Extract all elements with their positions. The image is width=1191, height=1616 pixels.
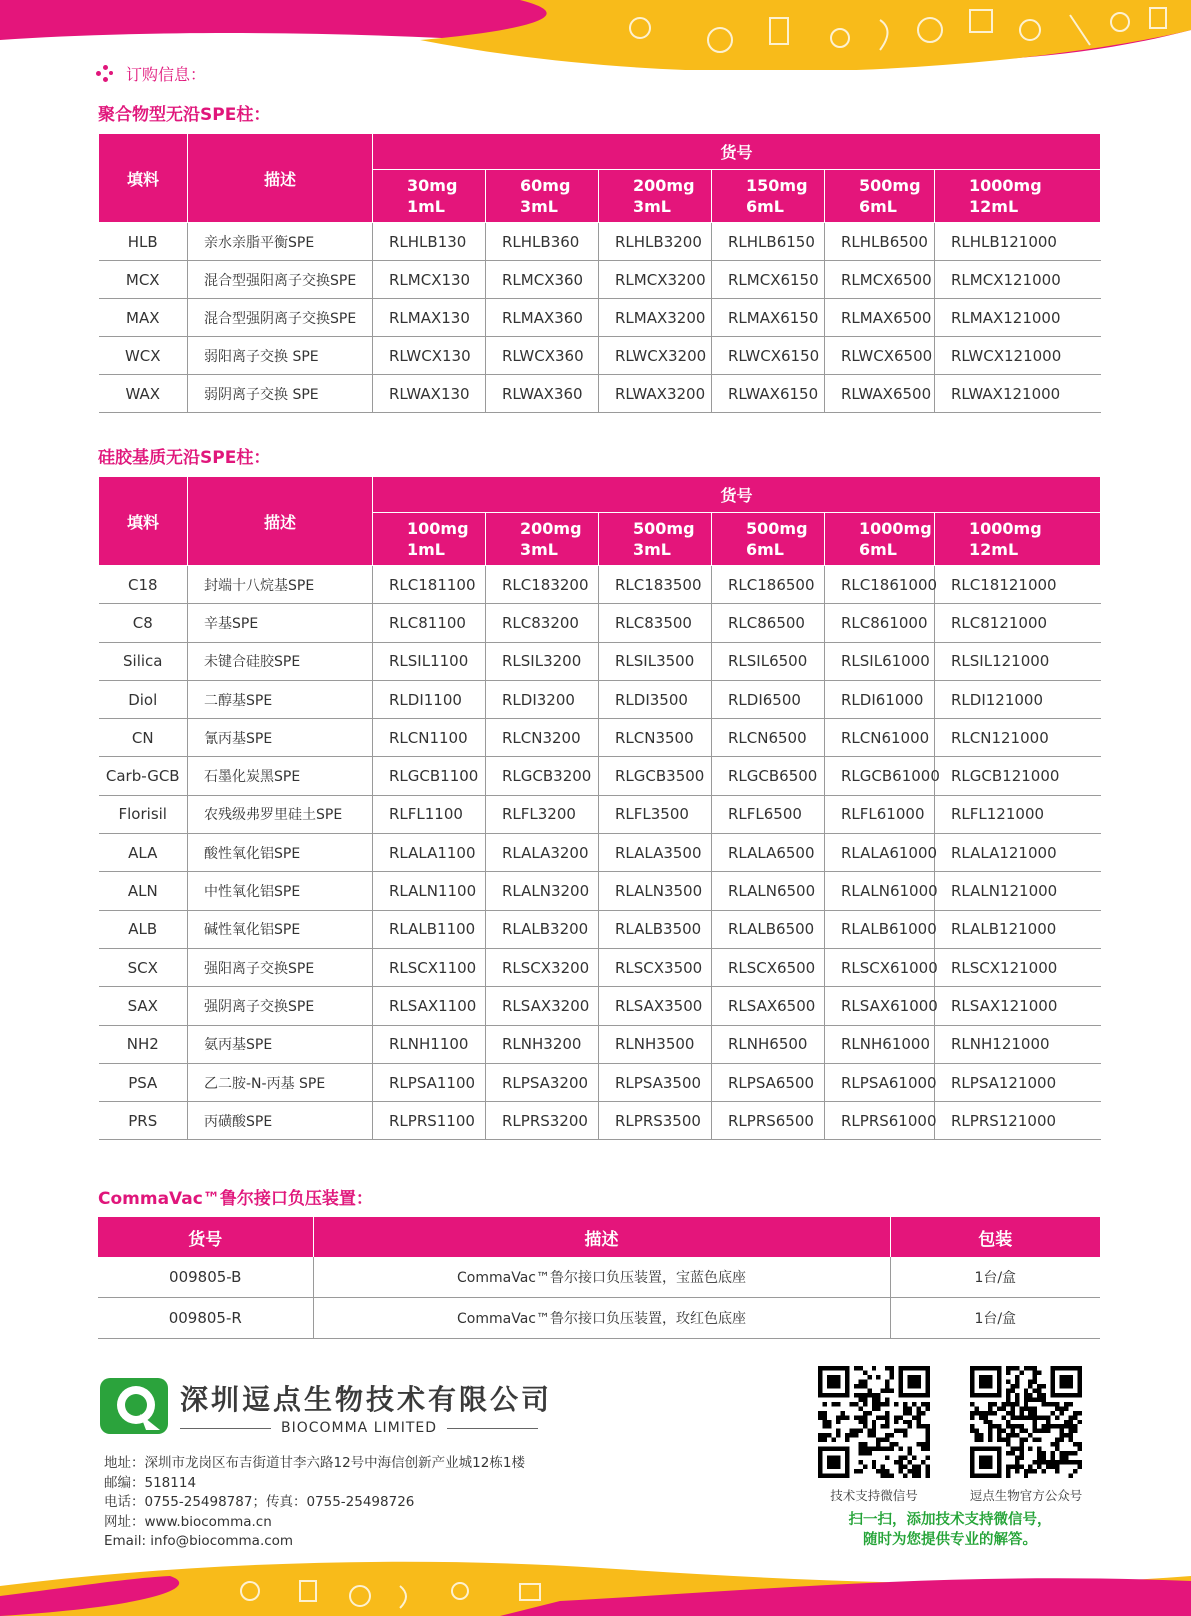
vac-pack: 1台/盒	[890, 1257, 1100, 1298]
official-account-qr-code	[970, 1366, 1082, 1478]
capacity-mass: 1000mg	[969, 519, 1042, 538]
catalog-code-cell: RLDI61000	[825, 680, 935, 718]
catalog-code-cell: RLSIL1100	[373, 642, 486, 680]
catalog-code-cell: RLMAX121000	[935, 299, 1101, 337]
table-row	[98, 1298, 1100, 1339]
filler-cell: Carb-GCB	[99, 757, 188, 795]
catalog-code-cell: RLMAX360	[486, 299, 599, 337]
capacity-header	[373, 513, 486, 566]
company-name-en-row	[180, 1420, 538, 1436]
catalog-code-cell: RLWCX3200	[599, 337, 712, 375]
catalog-code-cell: RLWAX6150	[712, 375, 825, 413]
scan-prompt-line-1: 扫一扫，添加技术支持微信号，	[848, 1512, 1052, 1528]
filler-cell: C8	[99, 604, 188, 642]
capacity-header	[935, 513, 1101, 566]
catalog-code-cell: RLPRS3500	[599, 1102, 712, 1140]
catalog-code-cell: RLSIL3200	[486, 642, 599, 680]
phone-fax-line: 电话：0755-25498787；传真：0755-25498726	[104, 1494, 415, 1510]
description-cell: 辛基SPE	[188, 604, 373, 642]
catalog-code-cell: RLPSA6500	[712, 1063, 825, 1101]
description-cell: 未键合硅胶SPE	[188, 642, 373, 680]
header-catalog-number: 货号	[373, 477, 1101, 513]
catalog-code-cell: RLMAX3200	[599, 299, 712, 337]
header-filler: 填料	[99, 477, 188, 566]
polymer-section-title: 聚合物型无沿SPE柱：	[98, 105, 271, 125]
catalog-code-cell: RLGCB3200	[486, 757, 599, 795]
catalog-code-cell: RLALA61000	[825, 834, 935, 872]
capacity-mass: 150mg	[746, 176, 808, 195]
filler-cell: ALB	[99, 910, 188, 948]
catalog-code-cell: RLSIL61000	[825, 642, 935, 680]
table-row	[98, 1257, 1100, 1298]
header-filler: 填料	[99, 134, 188, 223]
capacity-volume: 3mL	[520, 540, 558, 559]
table-row	[99, 795, 1101, 833]
catalog-code-cell: RLPSA3200	[486, 1063, 599, 1101]
catalog-code-cell: RLC1861000	[825, 566, 935, 604]
description-cell: 丙磺酸SPE	[188, 1102, 373, 1140]
catalog-code-cell: RLALB121000	[935, 910, 1101, 948]
catalog-code-cell: RLSIL121000	[935, 642, 1101, 680]
table-row	[99, 872, 1101, 910]
description-cell: 弱阴离子交换 SPE	[188, 375, 373, 413]
header-description: 描述	[188, 477, 373, 566]
catalog-code-cell: RLALN121000	[935, 872, 1101, 910]
capacity-mass: 100mg	[407, 519, 469, 538]
description-cell: 强阴离子交换SPE	[188, 987, 373, 1025]
catalog-code-cell: RLSIL3500	[599, 642, 712, 680]
capacity-volume: 3mL	[633, 197, 671, 216]
capacity-header	[825, 170, 935, 223]
catalog-code-cell: RLSCX3500	[599, 948, 712, 986]
catalog-code-cell: RLMCX360	[486, 261, 599, 299]
catalog-code-cell: RLSCX61000	[825, 948, 935, 986]
catalog-code-cell: RLNH121000	[935, 1025, 1101, 1063]
catalog-code-cell: RLWCX130	[373, 337, 486, 375]
table-row	[99, 757, 1101, 795]
catalog-code-cell: RLC8121000	[935, 604, 1101, 642]
catalog-code-cell: RLALA3200	[486, 834, 599, 872]
catalog-code-cell: RLWAX6500	[825, 375, 935, 413]
capacity-volume: 6mL	[859, 540, 897, 559]
catalog-code-cell: RLNH3200	[486, 1025, 599, 1063]
capacity-volume: 6mL	[859, 197, 897, 216]
filler-cell: WAX	[99, 375, 188, 413]
description-cell: 氨丙基SPE	[188, 1025, 373, 1063]
catalog-code-cell: RLPRS61000	[825, 1102, 935, 1140]
filler-cell: MCX	[99, 261, 188, 299]
catalog-code-cell: RLSCX6500	[712, 948, 825, 986]
table-row	[99, 680, 1101, 718]
catalog-code-cell: RLWCX121000	[935, 337, 1101, 375]
table-row	[99, 1063, 1101, 1101]
catalog-code-cell: RLALN61000	[825, 872, 935, 910]
table-row	[99, 948, 1101, 986]
catalog-code-cell: RLCN1100	[373, 719, 486, 757]
order-info-label: 订购信息：	[126, 65, 207, 84]
catalog-code-cell: RLWAX360	[486, 375, 599, 413]
catalog-code-cell: RLC186500	[712, 566, 825, 604]
filler-cell: SCX	[99, 948, 188, 986]
table-row	[99, 910, 1101, 948]
catalog-code-cell: RLC861000	[825, 604, 935, 642]
catalog-code-cell: RLWAX3200	[599, 375, 712, 413]
vac-code: 009805-R	[98, 1298, 313, 1339]
capacity-volume: 3mL	[520, 197, 558, 216]
filler-cell: MAX	[99, 299, 188, 337]
catalog-code-cell: RLWCX360	[486, 337, 599, 375]
bottom-decorative-banner	[0, 1556, 1191, 1616]
molecule-icon	[96, 65, 114, 83]
catalog-code-cell: RLWCX6500	[825, 337, 935, 375]
description-cell: 农残级弗罗里硅土SPE	[188, 795, 373, 833]
capacity-volume: 6mL	[746, 540, 784, 559]
capacity-header	[712, 513, 825, 566]
vac-device-table	[98, 1217, 1100, 1339]
filler-cell: CN	[99, 719, 188, 757]
catalog-code-cell: RLHLB6150	[712, 223, 825, 261]
catalog-code-cell: RLGCB6500	[712, 757, 825, 795]
vac-code: 009805-B	[98, 1257, 313, 1298]
table-row	[99, 375, 1101, 413]
catalog-code-cell: RLSCX1100	[373, 948, 486, 986]
catalog-code-cell: RLC181100	[373, 566, 486, 604]
official-account-qr-caption: 逗点生物官方公众号	[969, 1488, 1083, 1503]
capacity-header	[825, 513, 935, 566]
capacity-volume: 1mL	[407, 197, 445, 216]
vac-header-code: 货号	[98, 1217, 313, 1257]
capacity-volume: 6mL	[746, 197, 784, 216]
catalog-code-cell: RLCN61000	[825, 719, 935, 757]
email-line: Email: info@biocomma.com	[104, 1533, 294, 1549]
header-description: 描述	[188, 134, 373, 223]
catalog-code-cell: RLALB3500	[599, 910, 712, 948]
table-row	[99, 261, 1101, 299]
filler-cell: C18	[99, 566, 188, 604]
catalog-code-cell: RLALA6500	[712, 834, 825, 872]
catalog-code-cell: RLCN121000	[935, 719, 1101, 757]
filler-cell: Silica	[99, 642, 188, 680]
catalog-code-cell: RLALN3500	[599, 872, 712, 910]
company-name-cn: 深圳逗点生物技术有限公司	[180, 1383, 553, 1416]
catalog-code-cell: RLDI6500	[712, 680, 825, 718]
catalog-code-cell: RLMCX130	[373, 261, 486, 299]
catalog-code-cell: RLHLB3200	[599, 223, 712, 261]
catalog-code-cell: RLC83200	[486, 604, 599, 642]
catalog-code-cell: RLFL3200	[486, 795, 599, 833]
capacity-volume: 1mL	[407, 540, 445, 559]
catalog-code-cell: RLPSA61000	[825, 1063, 935, 1101]
description-cell: 强阳离子交换SPE	[188, 948, 373, 986]
catalog-code-cell: RLNH6500	[712, 1025, 825, 1063]
catalog-code-cell: RLSIL6500	[712, 642, 825, 680]
catalog-code-cell: RLSAX6500	[712, 987, 825, 1025]
vac-header-pack: 包装	[890, 1217, 1100, 1257]
capacity-mass: 1000mg	[969, 176, 1042, 195]
catalog-code-cell: RLFL61000	[825, 795, 935, 833]
catalog-code-cell: RLPRS3200	[486, 1102, 599, 1140]
catalog-code-cell: RLSAX1100	[373, 987, 486, 1025]
catalog-code-cell: RLCN3500	[599, 719, 712, 757]
description-cell: 中性氧化铝SPE	[188, 872, 373, 910]
catalog-code-cell: RLSAX61000	[825, 987, 935, 1025]
description-cell: 混合型强阴离子交换SPE	[188, 299, 373, 337]
header-catalog-number: 货号	[373, 134, 1101, 170]
catalog-code-cell: RLHLB121000	[935, 223, 1101, 261]
capacity-volume: 3mL	[633, 540, 671, 559]
filler-cell: Diol	[99, 680, 188, 718]
catalog-code-cell: RLMAX6500	[825, 299, 935, 337]
table-row	[99, 642, 1101, 680]
top-decorative-banner	[0, 0, 1191, 70]
postcode-line: 邮编：518114	[104, 1474, 197, 1491]
description-cell: 弱阳离子交换 SPE	[188, 337, 373, 375]
catalog-code-cell: RLALA1100	[373, 834, 486, 872]
capacity-mass: 30mg	[407, 176, 458, 195]
catalog-code-cell: RLPRS6500	[712, 1102, 825, 1140]
table-row	[99, 1102, 1101, 1140]
table-row	[99, 223, 1101, 261]
company-logo	[100, 1378, 168, 1434]
catalog-code-cell: RLGCB1100	[373, 757, 486, 795]
description-cell: 封端十八烷基SPE	[188, 566, 373, 604]
table-row	[99, 1025, 1101, 1063]
catalog-code-cell: RLMCX121000	[935, 261, 1101, 299]
catalog-code-cell: RLSAX3200	[486, 987, 599, 1025]
filler-cell: ALN	[99, 872, 188, 910]
capacity-header	[599, 170, 712, 223]
silica-spe-table	[98, 476, 1101, 1140]
vac-section-title: CommaVac™鲁尔接口负压装置：	[98, 1189, 373, 1209]
filler-cell: NH2	[99, 1025, 188, 1063]
address-line: 地址：深圳市龙岗区布吉街道甘李六路12号中海信创新产业城12栋1楼	[104, 1455, 525, 1471]
capacity-header	[486, 170, 599, 223]
catalog-code-cell: RLMCX6500	[825, 261, 935, 299]
capacity-header	[486, 513, 599, 566]
vac-desc: CommaVac™鲁尔接口负压装置，宝蓝色底座	[313, 1257, 890, 1298]
table-row	[99, 987, 1101, 1025]
capacity-header	[599, 513, 712, 566]
capacity-mass: 1000mg	[859, 519, 932, 538]
catalog-code-cell: RLPSA1100	[373, 1063, 486, 1101]
tech-support-qr-caption: 技术支持微信号	[830, 1488, 918, 1503]
catalog-code-cell: RLALA3500	[599, 834, 712, 872]
catalog-code-cell: RLC183500	[599, 566, 712, 604]
description-cell: 乙二胺-N-丙基 SPE	[188, 1063, 373, 1101]
vac-pack: 1台/盒	[890, 1298, 1100, 1339]
catalog-code-cell: RLFL3500	[599, 795, 712, 833]
website-line: 网址：www.biocomma.cn	[104, 1513, 272, 1530]
catalog-code-cell: RLSAX3500	[599, 987, 712, 1025]
capacity-volume: 12mL	[969, 540, 1019, 559]
catalog-code-cell: RLC83500	[599, 604, 712, 642]
description-cell: 混合型强阳离子交换SPE	[188, 261, 373, 299]
capacity-mass: 200mg	[520, 519, 582, 538]
catalog-code-cell: RLALN6500	[712, 872, 825, 910]
catalog-code-cell: RLALB61000	[825, 910, 935, 948]
catalog-code-cell: RLDI121000	[935, 680, 1101, 718]
catalog-code-cell: RLMAX130	[373, 299, 486, 337]
order-info-heading	[96, 62, 206, 85]
catalog-code-cell: RLC183200	[486, 566, 599, 604]
capacity-mass: 500mg	[746, 519, 808, 538]
catalog-code-cell: RLPSA3500	[599, 1063, 712, 1101]
table-row	[99, 719, 1101, 757]
catalog-code-cell: RLALB3200	[486, 910, 599, 948]
catalog-code-cell: RLFL121000	[935, 795, 1101, 833]
vac-desc: CommaVac™鲁尔接口负压装置，玫红色底座	[313, 1298, 890, 1339]
catalog-code-cell: RLALA121000	[935, 834, 1101, 872]
catalog-code-cell: RLNH1100	[373, 1025, 486, 1063]
filler-cell: PSA	[99, 1063, 188, 1101]
capacity-mass: 500mg	[633, 519, 695, 538]
table-row	[99, 566, 1101, 604]
scan-prompt-line-2: 随时为您提供专业的解答。	[863, 1532, 1037, 1548]
catalog-code-cell: RLSAX121000	[935, 987, 1101, 1025]
silica-section-title: 硅胶基质无沿SPE柱：	[98, 448, 271, 468]
filler-cell: HLB	[99, 223, 188, 261]
polymer-spe-table	[98, 133, 1101, 413]
tech-support-qr-code	[818, 1366, 930, 1478]
catalog-code-cell: RLWAX121000	[935, 375, 1101, 413]
description-cell: 酸性氧化铝SPE	[188, 834, 373, 872]
catalog-code-cell: RLC86500	[712, 604, 825, 642]
catalog-code-cell: RLDI3200	[486, 680, 599, 718]
catalog-code-cell: RLSCX121000	[935, 948, 1101, 986]
capacity-volume: 12mL	[969, 197, 1019, 216]
catalog-code-cell: RLWAX130	[373, 375, 486, 413]
table-row	[99, 834, 1101, 872]
catalog-code-cell: RLMCX6150	[712, 261, 825, 299]
capacity-mass: 200mg	[633, 176, 695, 195]
catalog-code-cell: RLC81100	[373, 604, 486, 642]
filler-cell: ALA	[99, 834, 188, 872]
catalog-code-cell: RLALB6500	[712, 910, 825, 948]
catalog-code-cell: RLDI1100	[373, 680, 486, 718]
catalog-code-cell: RLMCX3200	[599, 261, 712, 299]
catalog-code-cell: RLWCX6150	[712, 337, 825, 375]
catalog-code-cell: RLCN3200	[486, 719, 599, 757]
table-row	[99, 299, 1101, 337]
catalog-code-cell: RLGCB61000	[825, 757, 935, 795]
catalog-code-cell: RLPRS1100	[373, 1102, 486, 1140]
description-cell: 氰丙基SPE	[188, 719, 373, 757]
capacity-mass: 60mg	[520, 176, 571, 195]
catalog-code-cell: RLFL6500	[712, 795, 825, 833]
capacity-header	[712, 170, 825, 223]
catalog-code-cell: RLMAX6150	[712, 299, 825, 337]
catalog-code-cell: RLALN3200	[486, 872, 599, 910]
catalog-code-cell: RLHLB360	[486, 223, 599, 261]
catalog-code-cell: RLGCB121000	[935, 757, 1101, 795]
capacity-header	[373, 170, 486, 223]
description-cell: 亲水亲脂平衡SPE	[188, 223, 373, 261]
catalog-code-cell: RLCN6500	[712, 719, 825, 757]
description-cell: 二醇基SPE	[188, 680, 373, 718]
catalog-code-cell: RLHLB130	[373, 223, 486, 261]
scan-prompt	[815, 1510, 1085, 1550]
description-cell: 石墨化炭黑SPE	[188, 757, 373, 795]
catalog-code-cell: RLNH61000	[825, 1025, 935, 1063]
catalog-code-cell: RLALB1100	[373, 910, 486, 948]
filler-cell: Florisil	[99, 795, 188, 833]
catalog-code-cell: RLPSA121000	[935, 1063, 1101, 1101]
catalog-code-cell: RLC18121000	[935, 566, 1101, 604]
catalog-code-cell: RLALN1100	[373, 872, 486, 910]
description-cell: 碱性氧化铝SPE	[188, 910, 373, 948]
catalog-code-cell: RLNH3500	[599, 1025, 712, 1063]
table-row	[99, 337, 1101, 375]
filler-cell: WCX	[99, 337, 188, 375]
capacity-mass: 500mg	[859, 176, 921, 195]
catalog-code-cell: RLPRS121000	[935, 1102, 1101, 1140]
filler-cell: SAX	[99, 987, 188, 1025]
filler-cell: PRS	[99, 1102, 188, 1140]
capacity-header	[935, 170, 1101, 223]
catalog-code-cell: RLHLB6500	[825, 223, 935, 261]
contact-info	[104, 1454, 525, 1552]
catalog-code-cell: RLFL1100	[373, 795, 486, 833]
catalog-code-cell: RLDI3500	[599, 680, 712, 718]
catalog-code-cell: RLSCX3200	[486, 948, 599, 986]
vac-header-desc: 描述	[313, 1217, 890, 1257]
company-name-en: BIOCOMMA LIMITED	[280, 1420, 438, 1436]
catalog-code-cell: RLGCB3500	[599, 757, 712, 795]
table-row	[99, 604, 1101, 642]
